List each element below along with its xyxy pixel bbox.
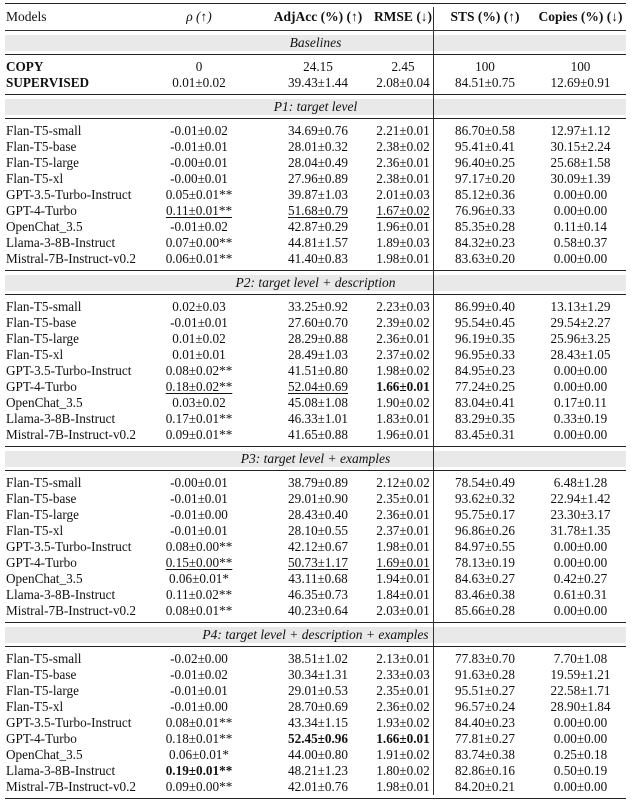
cell-copies: 0.00±0.00 xyxy=(553,251,608,266)
cell-copies: 0.58±0.37 xyxy=(553,235,608,250)
header-rule xyxy=(5,30,626,31)
cell-sts: 95.41±0.41 xyxy=(455,139,515,154)
table-row xyxy=(5,715,626,731)
model-name: Mistral-7B-Instruct-v0.2 xyxy=(6,779,137,794)
cell-rmse: 2.23±0.03 xyxy=(376,299,430,314)
cell-sts: 95.75±0.17 xyxy=(455,507,515,522)
cell-copies: 6.48±1.28 xyxy=(553,475,608,490)
cell-sts: 97.17±0.20 xyxy=(455,171,515,186)
cell-rmse: 2.03±0.01 xyxy=(376,603,430,618)
model-name: Flan-T5-large xyxy=(6,507,79,522)
cell-rho: -0.01±0.00 xyxy=(170,507,228,522)
cell-rho: 0 xyxy=(195,59,203,74)
cell-adjacc: 44.00±0.80 xyxy=(288,747,348,762)
cell-sts: 86.70±0.58 xyxy=(455,123,515,138)
cell-rho: 0.08±0.01** xyxy=(165,603,233,618)
table-row xyxy=(5,667,626,683)
cell-sts: 91.63±0.28 xyxy=(455,667,515,682)
model-name: OpenChat_3.5 xyxy=(6,571,83,586)
section-band-p2: P2: target level + description xyxy=(5,275,626,291)
cell-rmse: 1.84±0.01 xyxy=(376,587,430,602)
cell-rho: -0.01±0.02 xyxy=(170,667,228,682)
cell-sts: 78.54±0.49 xyxy=(455,475,515,490)
section-body-p2 xyxy=(5,299,626,443)
cell-adjacc: 42.01±0.76 xyxy=(288,779,348,794)
table-row xyxy=(5,331,626,347)
cell-rho: 0.08±0.01** xyxy=(165,715,233,730)
table-row xyxy=(5,203,626,219)
cell-rho: 0.09±0.00** xyxy=(165,779,233,794)
header-models: Models xyxy=(6,9,47,24)
cell-sts: 95.51±0.27 xyxy=(455,683,515,698)
cell-rmse: 2.45 xyxy=(391,59,415,74)
table-row xyxy=(5,699,626,715)
cell-adjacc: 34.69±0.76 xyxy=(288,123,348,138)
cell-rmse: 2.38±0.02 xyxy=(376,139,430,154)
cell-copies: 0.00±0.00 xyxy=(553,779,608,794)
cell-adjacc: 45.08±1.08 xyxy=(288,395,348,410)
model-name: Flan-T5-large xyxy=(6,155,79,170)
cell-copies: 25.68±1.58 xyxy=(550,155,611,170)
table-row xyxy=(5,763,626,779)
cell-rmse: 2.08±0.04 xyxy=(376,75,430,90)
cell-copies: 0.25±0.18 xyxy=(553,747,608,762)
model-name: GPT-3.5-Turbo-Instruct xyxy=(6,715,132,730)
cell-rho: -0.01±0.01 xyxy=(170,139,228,154)
cell-adjacc: 28.10±0.55 xyxy=(288,523,348,538)
cell-adjacc: 39.43±1.44 xyxy=(288,75,348,90)
cell-copies: 29.54±2.27 xyxy=(550,315,611,330)
model-name: Flan-T5-base xyxy=(6,667,77,682)
cell-rmse: 1.98±0.01 xyxy=(376,779,430,794)
cell-copies: 0.17±0.11 xyxy=(554,395,607,410)
cell-adjacc: 41.51±0.80 xyxy=(288,363,348,378)
header-rho: ρ (↑) xyxy=(186,9,212,24)
cell-sts: 84.32±0.23 xyxy=(455,235,515,250)
model-name: Flan-T5-small xyxy=(6,299,82,314)
cell-rmse: 1.91±0.02 xyxy=(376,747,430,762)
table-row xyxy=(5,683,626,699)
cell-copies: 28.43±1.05 xyxy=(550,347,611,362)
cell-rho: -0.01±0.01 xyxy=(170,523,228,538)
cell-rmse: 2.37±0.01 xyxy=(376,523,430,538)
cell-sts: 84.51±0.75 xyxy=(455,75,515,90)
cell-sts: 77.24±0.25 xyxy=(455,379,515,394)
cell-sts: 84.20±0.21 xyxy=(455,779,515,794)
model-name: Mistral-7B-Instruct-v0.2 xyxy=(6,603,137,618)
cell-rho: 0.06±0.01* xyxy=(169,571,229,586)
cell-rho: -0.01±0.01 xyxy=(170,491,228,506)
section-band-p4: P4: target level + description + examples xyxy=(5,627,626,643)
model-name: SUPERVISED xyxy=(6,75,90,90)
model-name: Flan-T5-base xyxy=(6,315,77,330)
cell-copies: 0.00±0.00 xyxy=(553,539,608,554)
cell-copies: 0.00±0.00 xyxy=(553,379,608,394)
table-row xyxy=(5,651,626,667)
cell-rmse: 2.35±0.01 xyxy=(376,683,430,698)
cell-rmse: 1.96±0.01 xyxy=(376,219,430,234)
model-name: Flan-T5-xl xyxy=(6,523,64,538)
header-row xyxy=(5,4,626,30)
cell-copies: 0.00±0.00 xyxy=(553,363,608,378)
cell-adjacc: 27.96±0.89 xyxy=(288,171,348,186)
cell-copies: 13.13±1.29 xyxy=(550,299,611,314)
cell-sts: 85.12±0.36 xyxy=(455,187,515,202)
cell-rho: 0.06±0.01* xyxy=(169,747,229,762)
cell-rmse: 1.90±0.02 xyxy=(376,395,430,410)
model-name: Mistral-7B-Instruct-v0.2 xyxy=(6,427,137,442)
table-row xyxy=(5,155,626,171)
cell-adjacc: 48.21±1.23 xyxy=(288,763,348,778)
cell-sts: 93.62±0.32 xyxy=(455,491,515,506)
cell-rho: 0.18±0.01** xyxy=(165,731,233,746)
cell-rho: 0.01±0.01 xyxy=(172,347,226,362)
table-row xyxy=(5,139,626,155)
cell-rho: 0.01±0.02 xyxy=(172,331,226,346)
model-name: Flan-T5-large xyxy=(6,331,79,346)
header-adjacc: AdjAcc (%) (↑) xyxy=(273,9,363,24)
cell-rmse: 2.12±0.02 xyxy=(376,475,430,490)
cell-adjacc: 28.29±0.88 xyxy=(288,331,348,346)
section-rule xyxy=(5,446,626,447)
model-name: GPT-4-Turbo xyxy=(6,731,77,746)
table-row xyxy=(5,171,626,187)
cell-rmse: 2.39±0.02 xyxy=(376,315,430,330)
cell-copies: 23.30±3.17 xyxy=(550,507,611,522)
cell-sts: 77.81±0.27 xyxy=(455,731,515,746)
section-body-p1 xyxy=(5,123,626,267)
cell-adjacc: 28.43±0.40 xyxy=(288,507,348,522)
cell-rho: -0.01±0.00 xyxy=(170,699,228,714)
cell-rmse: 1.67±0.02 xyxy=(376,203,430,218)
cell-adjacc: 43.34±1.15 xyxy=(288,715,348,730)
cell-rho: 0.06±0.01** xyxy=(165,251,233,266)
cell-rho: 0.08±0.02** xyxy=(165,363,233,378)
cell-adjacc: 50.73±1.17 xyxy=(288,555,348,570)
cell-rmse: 2.37±0.02 xyxy=(376,347,430,362)
cell-adjacc: 29.01±0.90 xyxy=(288,491,348,506)
model-name: Mistral-7B-Instruct-v0.2 xyxy=(6,251,137,266)
cell-sts: 83.45±0.31 xyxy=(455,427,515,442)
table-row xyxy=(5,315,626,331)
cell-adjacc: 41.65±0.88 xyxy=(288,427,348,442)
cell-sts: 84.63±0.27 xyxy=(455,571,515,586)
cell-copies: 30.15±2.24 xyxy=(550,139,611,154)
cell-sts: 96.57±0.24 xyxy=(455,699,515,714)
cell-rmse: 1.98±0.01 xyxy=(376,251,430,266)
cell-sts: 83.46±0.38 xyxy=(455,587,515,602)
cell-rho: 0.02±0.03 xyxy=(172,299,226,314)
prompt-sections xyxy=(5,99,626,799)
model-name: Llama-3-8B-Instruct xyxy=(6,411,116,426)
cell-rho: 0.01±0.02 xyxy=(172,75,226,90)
cell-copies: 0.61±0.31 xyxy=(553,587,608,602)
cell-rmse: 2.36±0.01 xyxy=(376,507,430,522)
cell-copies: 0.00±0.00 xyxy=(553,427,608,442)
column-divider xyxy=(433,7,434,795)
cell-adjacc: 43.11±0.68 xyxy=(288,571,348,586)
model-name: Flan-T5-xl xyxy=(6,171,64,186)
cell-rho: -0.01±0.01 xyxy=(170,315,228,330)
cell-adjacc: 29.01±0.53 xyxy=(288,683,348,698)
section-rule xyxy=(5,622,626,623)
cell-copies: 0.33±0.19 xyxy=(553,411,608,426)
cell-adjacc: 28.70±0.69 xyxy=(288,699,348,714)
table-row xyxy=(5,411,626,427)
model-name: Llama-3-8B-Instruct xyxy=(6,587,116,602)
cell-sts: 84.40±0.23 xyxy=(455,715,515,730)
cell-adjacc: 51.68±0.79 xyxy=(288,203,348,218)
cell-rho: 0.17±0.01** xyxy=(165,411,233,426)
cell-sts: 83.29±0.35 xyxy=(455,411,515,426)
table-row xyxy=(5,603,626,619)
model-name: COPY xyxy=(6,59,44,74)
cell-sts: 95.54±0.45 xyxy=(455,315,515,330)
cell-sts: 83.63±0.20 xyxy=(455,251,515,266)
cell-rho: -0.00±0.01 xyxy=(170,155,228,170)
cell-sts: 96.95±0.33 xyxy=(455,347,515,362)
table-row xyxy=(5,539,626,555)
table-row xyxy=(5,427,626,443)
cell-rmse: 2.13±0.01 xyxy=(376,651,430,666)
section-band-p1: P1: target level xyxy=(5,99,626,115)
model-name: GPT-4-Turbo xyxy=(6,555,77,570)
cell-rho: -0.01±0.01 xyxy=(170,683,228,698)
model-name: Flan-T5-xl xyxy=(6,347,64,362)
cell-sts: 84.97±0.55 xyxy=(455,539,515,554)
cell-sts: 84.95±0.23 xyxy=(455,363,515,378)
cell-rho: 0.05±0.01** xyxy=(165,187,233,202)
model-name: Flan-T5-base xyxy=(6,139,77,154)
cell-rho: 0.08±0.00** xyxy=(165,539,233,554)
table-row xyxy=(5,555,626,571)
section-band-p3: P3: target level + examples xyxy=(5,451,626,467)
header-copies: Copies (%) (↓) xyxy=(538,9,623,24)
table-row xyxy=(5,299,626,315)
cell-rmse: 1.69±0.01 xyxy=(376,555,430,570)
cell-adjacc: 30.34±1.31 xyxy=(288,667,348,682)
table-row xyxy=(5,731,626,747)
cell-rho: -0.00±0.01 xyxy=(170,475,228,490)
cell-adjacc: 28.04±0.49 xyxy=(288,155,348,170)
cell-adjacc: 24.15 xyxy=(303,59,333,74)
cell-copies: 0.42±0.27 xyxy=(553,571,608,586)
cell-sts: 82.86±0.16 xyxy=(455,763,515,778)
cell-copies: 28.90±1.84 xyxy=(550,699,611,714)
cell-adjacc: 27.60±0.70 xyxy=(288,315,348,330)
cell-rmse: 2.36±0.02 xyxy=(376,699,430,714)
table-row xyxy=(5,571,626,587)
table-row xyxy=(5,491,626,507)
cell-rho: 0.19±0.01** xyxy=(165,763,233,778)
cell-adjacc: 52.45±0.96 xyxy=(288,731,348,746)
cell-sts: 78.13±0.19 xyxy=(455,555,515,570)
cell-copies: 0.50±0.19 xyxy=(553,763,608,778)
cell-rmse: 1.66±0.01 xyxy=(376,379,430,394)
table-row xyxy=(5,75,626,91)
cell-adjacc: 28.01±0.32 xyxy=(288,139,348,154)
cell-rmse: 1.98±0.02 xyxy=(376,363,430,378)
table-row xyxy=(5,379,626,395)
cell-adjacc: 52.04±0.69 xyxy=(288,379,348,394)
cell-sts: 83.74±0.38 xyxy=(455,747,515,762)
baselines-body xyxy=(5,59,626,91)
model-name: Llama-3-8B-Instruct xyxy=(6,235,116,250)
cell-copies: 31.78±1.35 xyxy=(550,523,611,538)
table-row xyxy=(5,475,626,491)
section-rule xyxy=(5,94,626,95)
model-name: Flan-T5-small xyxy=(6,475,82,490)
cell-rmse: 1.83±0.01 xyxy=(376,411,430,426)
cell-rmse: 2.33±0.03 xyxy=(376,667,430,682)
cell-rho: 0.15±0.00** xyxy=(165,555,233,570)
cell-copies: 25.96±3.25 xyxy=(550,331,611,346)
table-row xyxy=(5,187,626,203)
table-row xyxy=(5,363,626,379)
cell-rho: -0.00±0.01 xyxy=(170,171,228,186)
table-row xyxy=(5,347,626,363)
cell-copies: 100 xyxy=(570,59,591,74)
cell-rho: -0.01±0.02 xyxy=(170,123,228,138)
cell-adjacc: 38.79±0.89 xyxy=(288,475,348,490)
model-name: Flan-T5-small xyxy=(6,651,82,666)
table-row xyxy=(5,395,626,411)
cell-copies: 30.09±1.39 xyxy=(550,171,611,186)
cell-rho: 0.07±0.00** xyxy=(165,235,233,250)
model-name: Flan-T5-xl xyxy=(6,699,64,714)
model-name: OpenChat_3.5 xyxy=(6,747,83,762)
cell-rmse: 2.38±0.01 xyxy=(376,171,430,186)
cell-rmse: 1.96±0.01 xyxy=(376,427,430,442)
table-row xyxy=(5,507,626,523)
cell-rmse: 2.36±0.01 xyxy=(376,331,430,346)
cell-copies: 22.94±1.42 xyxy=(550,491,611,506)
cell-sts: 96.86±0.26 xyxy=(455,523,515,538)
cell-sts: 85.66±0.28 xyxy=(455,603,515,618)
cell-rmse: 1.98±0.01 xyxy=(376,539,430,554)
cell-adjacc: 42.87±0.29 xyxy=(288,219,348,234)
model-name: Flan-T5-small xyxy=(6,123,82,138)
cell-rho: 0.11±0.01** xyxy=(165,203,233,218)
cell-rho: -0.02±0.00 xyxy=(170,651,228,666)
cell-adjacc: 46.35±0.73 xyxy=(288,587,348,602)
table-row xyxy=(5,587,626,603)
table-row xyxy=(5,219,626,235)
cell-sts: 96.40±0.25 xyxy=(455,155,515,170)
model-name: Llama-3-8B-Instruct xyxy=(6,763,116,778)
cell-rmse: 1.94±0.01 xyxy=(376,571,430,586)
model-name: Flan-T5-base xyxy=(6,491,77,506)
cell-adjacc: 42.12±0.67 xyxy=(288,539,348,554)
cell-copies: 0.00±0.00 xyxy=(553,203,608,218)
cell-sts: 83.04±0.41 xyxy=(455,395,515,410)
table-row xyxy=(5,251,626,267)
cell-sts: 96.19±0.35 xyxy=(455,331,515,346)
cell-rho: 0.18±0.02** xyxy=(165,379,233,394)
section-band-baselines: Baselines xyxy=(5,35,626,51)
model-name: OpenChat_3.5 xyxy=(6,219,83,234)
cell-sts: 86.99±0.40 xyxy=(455,299,515,314)
model-name: GPT-4-Turbo xyxy=(6,203,77,218)
table-row xyxy=(5,59,626,75)
model-name: GPT-3.5-Turbo-Instruct xyxy=(6,187,132,202)
results-table xyxy=(5,3,626,799)
cell-rmse: 2.35±0.01 xyxy=(376,491,430,506)
section-rule xyxy=(5,270,626,271)
cell-copies: 0.00±0.00 xyxy=(553,187,608,202)
cell-rmse: 1.89±0.03 xyxy=(376,235,430,250)
model-name: GPT-3.5-Turbo-Instruct xyxy=(6,363,132,378)
cell-rmse: 2.21±0.01 xyxy=(376,123,430,138)
cell-adjacc: 46.33±1.01 xyxy=(288,411,348,426)
cell-copies: 0.00±0.00 xyxy=(553,715,608,730)
cell-copies: 12.69±0.91 xyxy=(550,75,611,90)
table-row xyxy=(5,779,626,795)
cell-rho: 0.03±0.02 xyxy=(172,395,226,410)
bottom-rule xyxy=(5,798,626,799)
table-row xyxy=(5,747,626,763)
header-sts: STS (%) (↑) xyxy=(450,9,520,24)
cell-rmse: 1.93±0.02 xyxy=(376,715,430,730)
model-name: Flan-T5-large xyxy=(6,683,79,698)
cell-sts: 77.83±0.70 xyxy=(455,651,515,666)
cell-rmse: 2.36±0.01 xyxy=(376,155,430,170)
section-body-p3 xyxy=(5,475,626,619)
header-rmse: RMSE (↓) xyxy=(373,9,433,24)
model-name: OpenChat_3.5 xyxy=(6,395,83,410)
model-name: GPT-3.5-Turbo-Instruct xyxy=(6,539,132,554)
table-row xyxy=(5,123,626,139)
cell-copies: 12.97±1.12 xyxy=(550,123,611,138)
cell-copies: 19.59±1.21 xyxy=(550,667,611,682)
cell-adjacc: 39.87±1.03 xyxy=(288,187,348,202)
cell-adjacc: 40.23±0.64 xyxy=(288,603,348,618)
cell-rmse: 1.80±0.02 xyxy=(376,763,430,778)
section-body-p4 xyxy=(5,651,626,795)
cell-adjacc: 38.51±1.02 xyxy=(288,651,348,666)
cell-sts: 76.96±0.33 xyxy=(455,203,515,218)
cell-rho: 0.09±0.01** xyxy=(165,427,233,442)
model-name: GPT-4-Turbo xyxy=(6,379,77,394)
cell-copies: 7.70±1.08 xyxy=(553,651,608,666)
cell-copies: 22.58±1.71 xyxy=(550,683,611,698)
table-row xyxy=(5,523,626,539)
cell-rho: -0.01±0.02 xyxy=(170,219,228,234)
cell-copies: 0.00±0.00 xyxy=(553,555,608,570)
cell-adjacc: 33.25±0.92 xyxy=(288,299,348,314)
table-row xyxy=(5,235,626,251)
cell-rmse: 2.01±0.03 xyxy=(376,187,430,202)
cell-sts: 100 xyxy=(475,59,495,74)
cell-sts: 85.35±0.28 xyxy=(455,219,515,234)
cell-rmse: 1.66±0.01 xyxy=(376,731,430,746)
cell-adjacc: 44.81±1.57 xyxy=(288,235,348,250)
cell-copies: 0.11±0.14 xyxy=(554,219,607,234)
cell-copies: 0.00±0.00 xyxy=(553,603,608,618)
cell-copies: 0.00±0.00 xyxy=(553,731,608,746)
cell-rho: 0.11±0.02** xyxy=(165,587,233,602)
cell-adjacc: 41.40±0.83 xyxy=(288,251,348,266)
cell-adjacc: 28.49±1.03 xyxy=(288,347,348,362)
